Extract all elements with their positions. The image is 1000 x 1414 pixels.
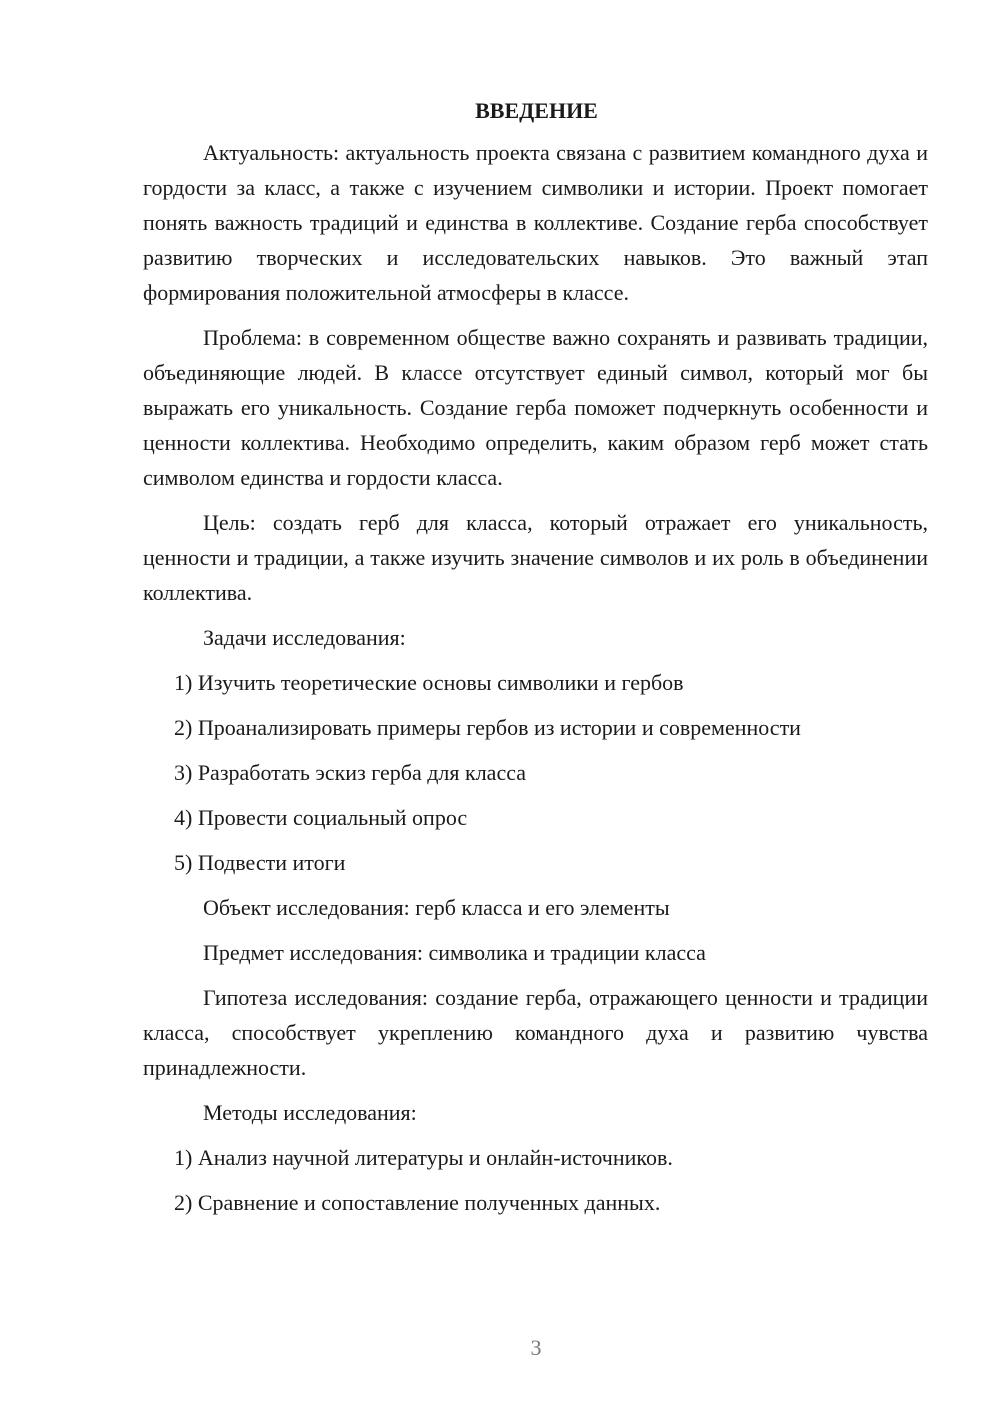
paragraph-subject: Предмет исследования: символика и традиции класса <box>203 940 706 965</box>
list-item: 2) Сравнение и сопоставление полученных данных. <box>174 1190 661 1215</box>
paragraph-object: Объект исследования: герб класса и его элементы <box>203 895 670 920</box>
page-title: ВВЕДЕНИЕ <box>475 98 598 123</box>
list-item: 1) Изучить теоретические основы символики и гербов <box>174 670 684 695</box>
list-item: 5) Подвести итоги <box>174 850 346 875</box>
tasks-list <box>143 665 928 880</box>
paragraph-goal: Цель: создать герб для класса, который отражает его уникальность, ценности и традиции, а также изучить значение символов и их роль в объединении коллектива. <box>143 510 928 605</box>
list-item: 2) Проанализировать примеры гербов из истории и современности <box>174 715 801 740</box>
paragraph-hypothesis: Гипотеза исследования: создание герба, отражающего ценности и традиции класса, способствует укреплению командного духа и развитию чувства принадлежности. <box>143 985 928 1080</box>
document-page <box>143 96 928 1230</box>
tasks-heading: Задачи исследования: <box>203 625 406 650</box>
paragraph-problem: Проблема: в современном обществе важно сохранять и развивать традиции, объединяющие людей. В классе отсутствует единый символ, который мог бы выражать его уникальность. Создание герба поможет подчеркнуть особенности и ценности коллектива. Необходимо определить, каким образом герб может стать символом единства и гордости класса. <box>143 325 928 490</box>
methods-list <box>143 1140 928 1220</box>
list-item: 1) Анализ научной литературы и онлайн-источников. <box>174 1145 673 1170</box>
page-number: 3 <box>530 1335 542 1360</box>
paragraph-relevance: Актуальность: актуальность проекта связана с развитием командного духа и гордости за класс, а также с изучением символики и истории. Проект помогает понять важность традиций и единства в коллективе. Создание герба способствует развитию творческих и исследовательских навыков. Это важный этап формирования положительной атмосферы в классе. <box>143 140 928 305</box>
list-item: 4) Провести социальный опрос <box>174 805 468 830</box>
methods-heading: Методы исследования: <box>203 1100 417 1125</box>
list-item: 3) Разработать эскиз герба для класса <box>174 760 527 785</box>
